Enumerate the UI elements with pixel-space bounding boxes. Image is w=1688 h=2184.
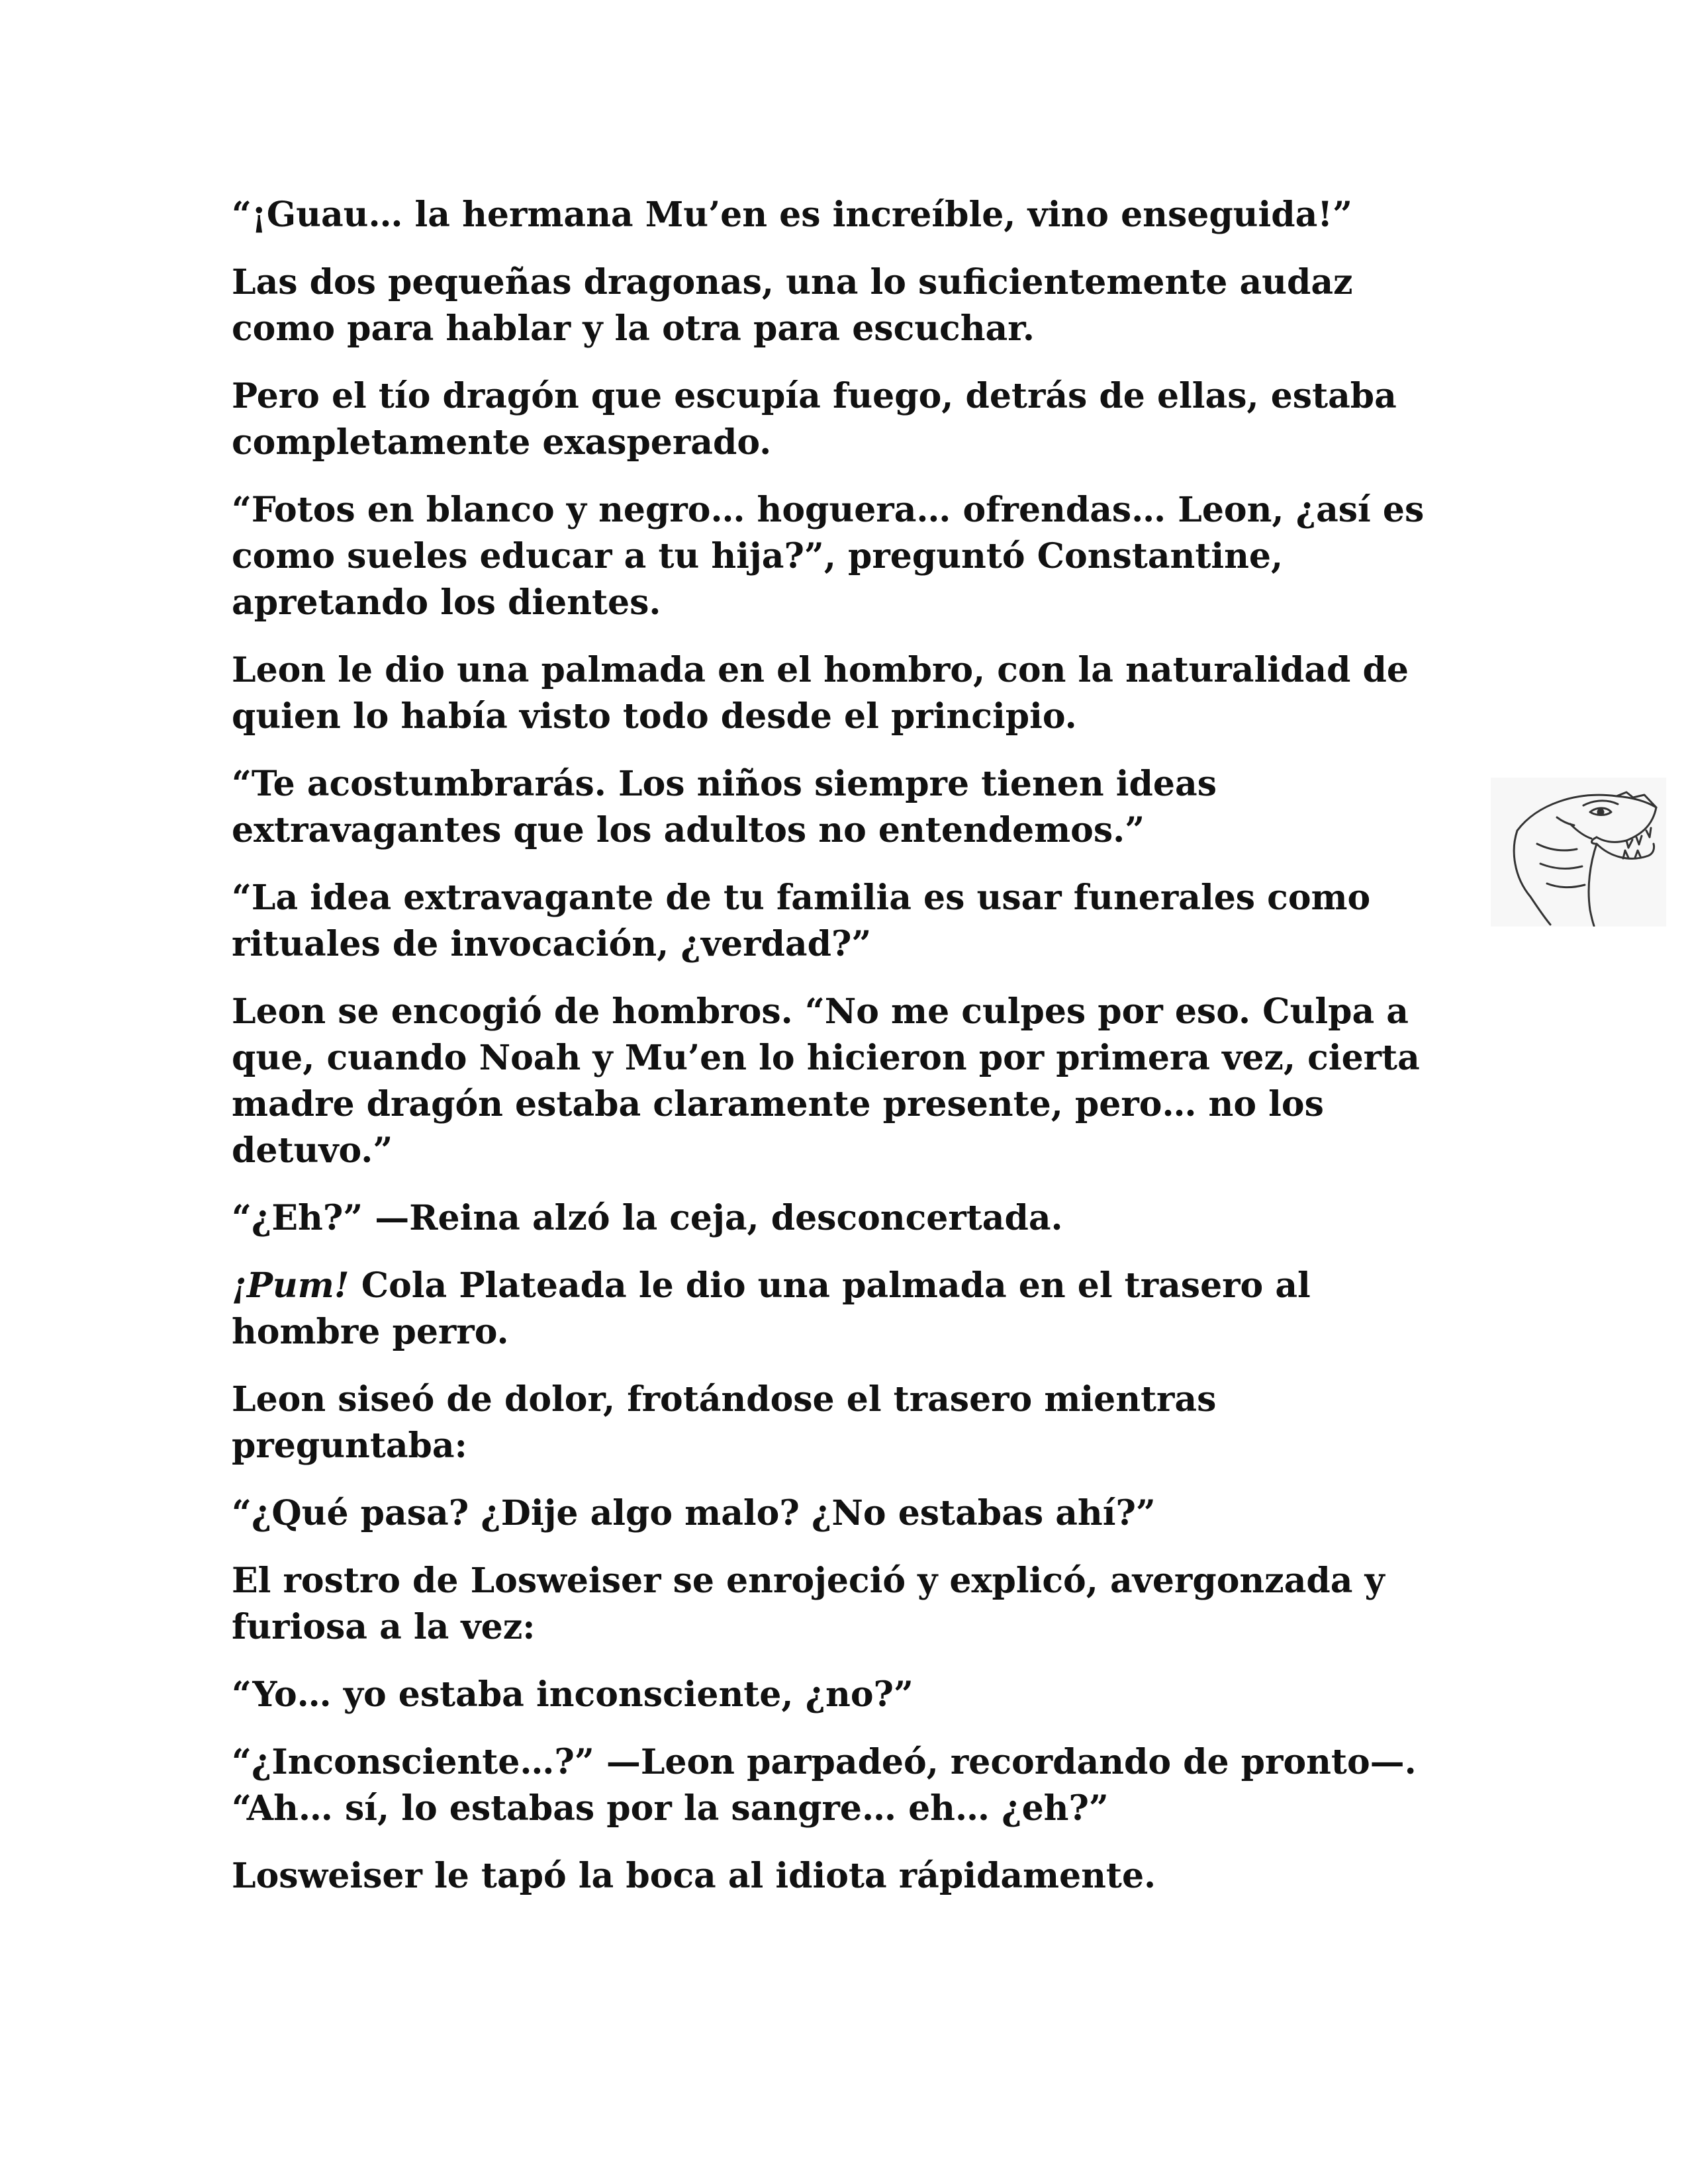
paragraph: El rostro de Losweiser se enrojeció y explicó, avergonzada y furiosa a la vez: (232, 1561, 1385, 1647)
paragraph: “¿Qué pasa? ¿Dije algo malo? ¿No estabas ahí?” (232, 1493, 1156, 1533)
paragraph: Losweiser le tapó la boca al idiota rápidamente. (232, 1856, 1156, 1896)
paragraph: Leon se encogió de hombros. “No me culpes por eso. Culpa a que, cuando Noah y Mu’en lo hicieron por primera vez, cierta madre dragón estaba claramente presente, pero… no los detuvo.” (232, 991, 1420, 1171)
paragraph: Leon siseó de dolor, frotándose el trasero mientras preguntaba: (232, 1379, 1217, 1466)
paragraph: Pero el tío dragón que escupía fuego, detrás de ellas, estaba completamente exasperado. (232, 376, 1397, 463)
paragraph: “¿Inconsciente…?” —Leon parpadeó, recordando de pronto—. “Ah… sí, lo estabas por la sangre… eh… ¿eh?” (232, 1742, 1417, 1829)
paragraph: “Te acostumbrarás. Los niños siempre tienen ideas extravagantes que los adultos no entendemos.” (232, 764, 1217, 850)
paragraph: “Yo… yo estaba inconsciente, ¿no?” (232, 1674, 914, 1715)
paragraph: Leon le dio una palmada en el hombro, con la naturalidad de quien lo había visto todo desde el principio. (232, 650, 1409, 737)
body-text (232, 192, 1443, 1921)
dragon-head-sketch-icon (1491, 778, 1666, 927)
paragraph: “Fotos en blanco y negro… hoguera… ofrendas… Leon, ¿así es como sueles educar a tu hija?”, preguntó Constantine, apretando los dientes. (232, 490, 1425, 623)
paragraph: “¿Eh?” —Reina alzó la ceja, desconcertada. (232, 1198, 1063, 1238)
paragraph: “¡Guau… la hermana Mu’en es increíble, vino enseguida!” (232, 195, 1353, 235)
paragraph: Las dos pequeñas dragonas, una lo suficientemente audaz como para hablar y la otra para escuchar. (232, 262, 1353, 349)
paragraph: “La idea extravagante de tu familia es usar funerales como rituales de invocación, ¿verdad?” (232, 878, 1371, 964)
paragraph (232, 1263, 1443, 1355)
paragraph-text: Cola Plateada le dio una palmada en el trasero al hombre perro. (232, 1265, 1311, 1352)
sound-effect-emphasis: ¡Pum! (232, 1265, 350, 1306)
